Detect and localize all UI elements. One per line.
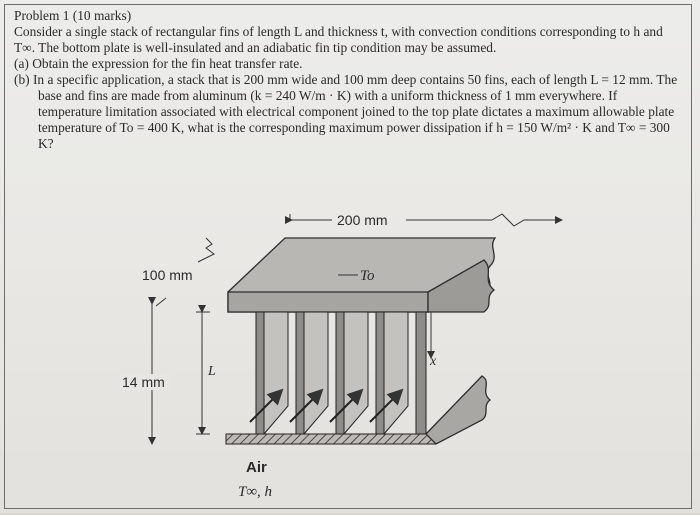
width-label: 200 mm <box>337 212 388 228</box>
top-plate-front-edge <box>228 292 428 312</box>
fin-stack-diagram <box>110 200 590 510</box>
depth-break-line <box>198 238 214 262</box>
x-label: x <box>430 354 437 369</box>
plate-temp-label: To <box>360 268 375 284</box>
air-conditions-label: T∞, h <box>238 484 273 500</box>
depth-tick <box>156 298 166 306</box>
depth-label: 100 mm <box>142 267 193 283</box>
problem-intro: Consider a single stack of rectangular fins of length L and thickness t, with convection conditions corresponding to h and T∞. The bottom plate is well-insulated and an adiabatic fin tip condition may be assumed. <box>14 24 663 55</box>
part-b: (b) In a specific application, a stack that is 200 mm wide and 100 mm deep contains 50 fins, each of length L = 12 mm. The base and fins are made from aluminum (k = 240 W/m · K) with a uniform thickness of 1 mm everywhere. If temperature limitation associated with electrical component joined to the top plate dictates a maximum allowable plate temperature of To = 400 K, what is the corresponding maximum power dissipation if h = 150 W/m² · K and T∞ = 300 K? <box>14 72 678 151</box>
part-a: (a) Obtain the expression for the fin heat transfer rate. <box>14 56 303 71</box>
bottom-plate <box>226 434 436 444</box>
bottom-plate-side <box>426 376 490 444</box>
problem-text <box>14 8 684 152</box>
fin-stack-figure <box>110 200 590 510</box>
width-dimension <box>290 214 562 226</box>
problem-heading: Problem 1 (10 marks) <box>14 8 132 23</box>
fins <box>256 312 426 434</box>
air-label: Air <box>246 459 267 476</box>
height-label: 14 mm <box>122 374 165 390</box>
fin-length-label: L <box>208 364 216 379</box>
